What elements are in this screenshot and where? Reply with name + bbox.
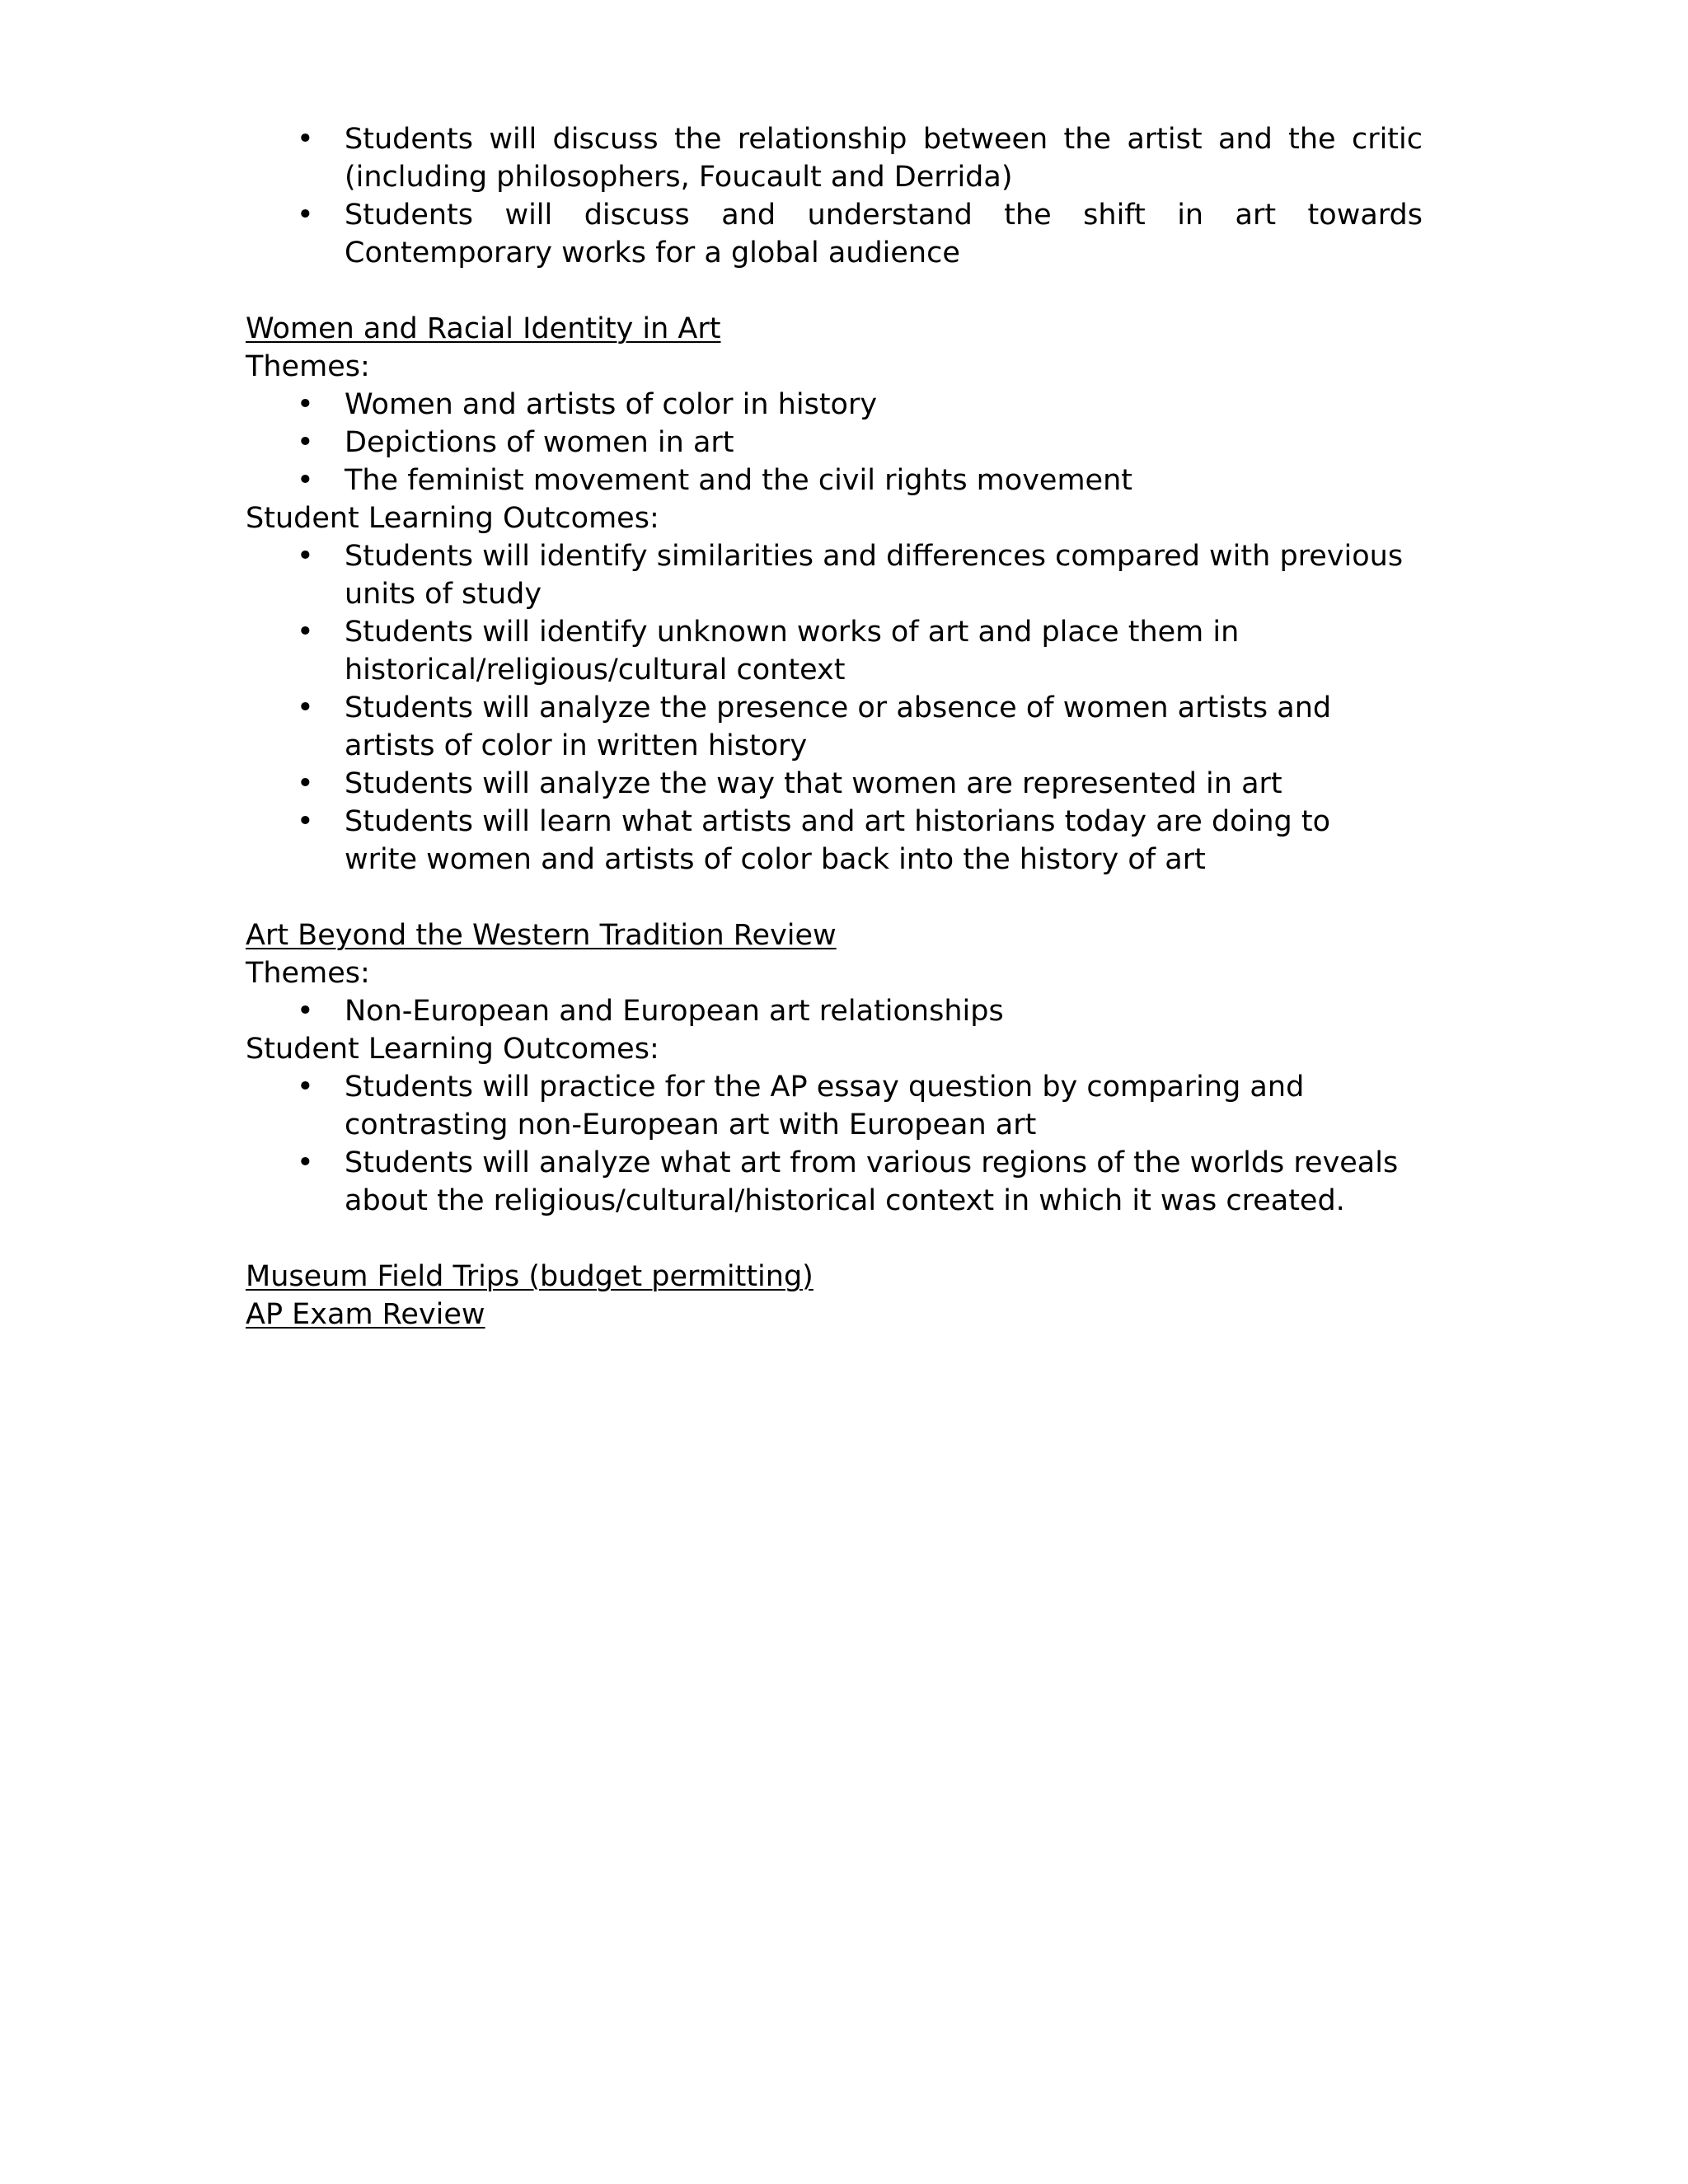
- list-item: [246, 803, 1423, 879]
- list-item-text: Students will discuss the relationship between the artist and the critic (including philosophers, Foucault and Derrida): [345, 123, 1423, 194]
- themes-list-women: [246, 386, 1423, 499]
- section-heading-exam-review: AP Exam Review: [246, 1298, 485, 1331]
- bullet-icon: •: [297, 464, 314, 497]
- bullet-icon: •: [297, 995, 314, 1028]
- list-item-text: Non-European and European art relationships: [345, 995, 1004, 1028]
- bullet-icon: •: [297, 426, 314, 459]
- list-item: [246, 689, 1423, 765]
- spacer: [246, 272, 1423, 310]
- list-item: [246, 1144, 1423, 1220]
- outcomes-label: Student Learning Outcomes:: [246, 502, 659, 535]
- list-item-text: Students will analyze the way that women are represented in art: [345, 767, 1282, 800]
- bullet-icon: •: [297, 805, 314, 838]
- list-item-text: The feminist movement and the civil rights movement: [345, 464, 1132, 497]
- bullet-icon: •: [297, 540, 314, 573]
- list-item: [246, 537, 1423, 613]
- list-item-text: Depictions of women in art: [345, 426, 734, 459]
- list-item-text: Women and artists of color in history: [345, 388, 878, 421]
- list-item: [246, 462, 1423, 499]
- spacer: [246, 879, 1423, 916]
- list-item: [246, 120, 1423, 196]
- section-heading-women: Women and Racial Identity in Art: [246, 312, 721, 345]
- bullet-icon: •: [297, 1071, 314, 1104]
- bullet-icon: •: [297, 388, 314, 421]
- list-item: [246, 1068, 1423, 1144]
- list-item-text: Students will practice for the AP essay question by comparing and contrasting non-European art with European art: [345, 1071, 1305, 1141]
- list-item: [246, 765, 1423, 803]
- bullet-icon: •: [297, 1146, 314, 1179]
- section-heading-beyond: Art Beyond the Western Tradition Review: [246, 919, 837, 952]
- spacer: [246, 1220, 1423, 1258]
- themes-label: Themes:: [246, 957, 370, 990]
- section-heading-field-trips: Museum Field Trips (budget permitting): [246, 1260, 814, 1293]
- document-content: [246, 120, 1423, 1333]
- continued-outcomes-list: [246, 120, 1423, 272]
- bullet-icon: •: [297, 616, 314, 649]
- list-item-text: Students will identify similarities and differences compared with previous units of study: [345, 540, 1404, 611]
- bullet-icon: •: [297, 199, 314, 232]
- list-item: [246, 424, 1423, 462]
- outcomes-label: Student Learning Outcomes:: [246, 1033, 659, 1066]
- list-item-text: Students will discuss and understand the shift in art towards Contemporary works for a global audience: [345, 199, 1423, 269]
- list-item-text: Students will identify unknown works of art and place them in historical/religious/cultural context: [345, 616, 1240, 687]
- list-item: [246, 196, 1423, 272]
- list-item-text: Students will learn what artists and art historians today are doing to write women and artists of color back into the history of art: [345, 805, 1330, 876]
- list-item: [246, 992, 1423, 1030]
- themes-label: Themes:: [246, 350, 370, 383]
- bullet-icon: •: [297, 123, 314, 156]
- bullet-icon: •: [297, 767, 314, 800]
- list-item-text: Students will analyze what art from various regions of the worlds reveals about the religious/cultural/historical context in which it was created.: [345, 1146, 1399, 1217]
- list-item: [246, 613, 1423, 689]
- bullet-icon: •: [297, 691, 314, 724]
- outcomes-list-beyond: [246, 1068, 1423, 1220]
- list-item: [246, 386, 1423, 424]
- themes-list-beyond: [246, 992, 1423, 1030]
- outcomes-list-women: [246, 537, 1423, 879]
- list-item-text: Students will analyze the presence or absence of women artists and artists of color in written history: [345, 691, 1332, 762]
